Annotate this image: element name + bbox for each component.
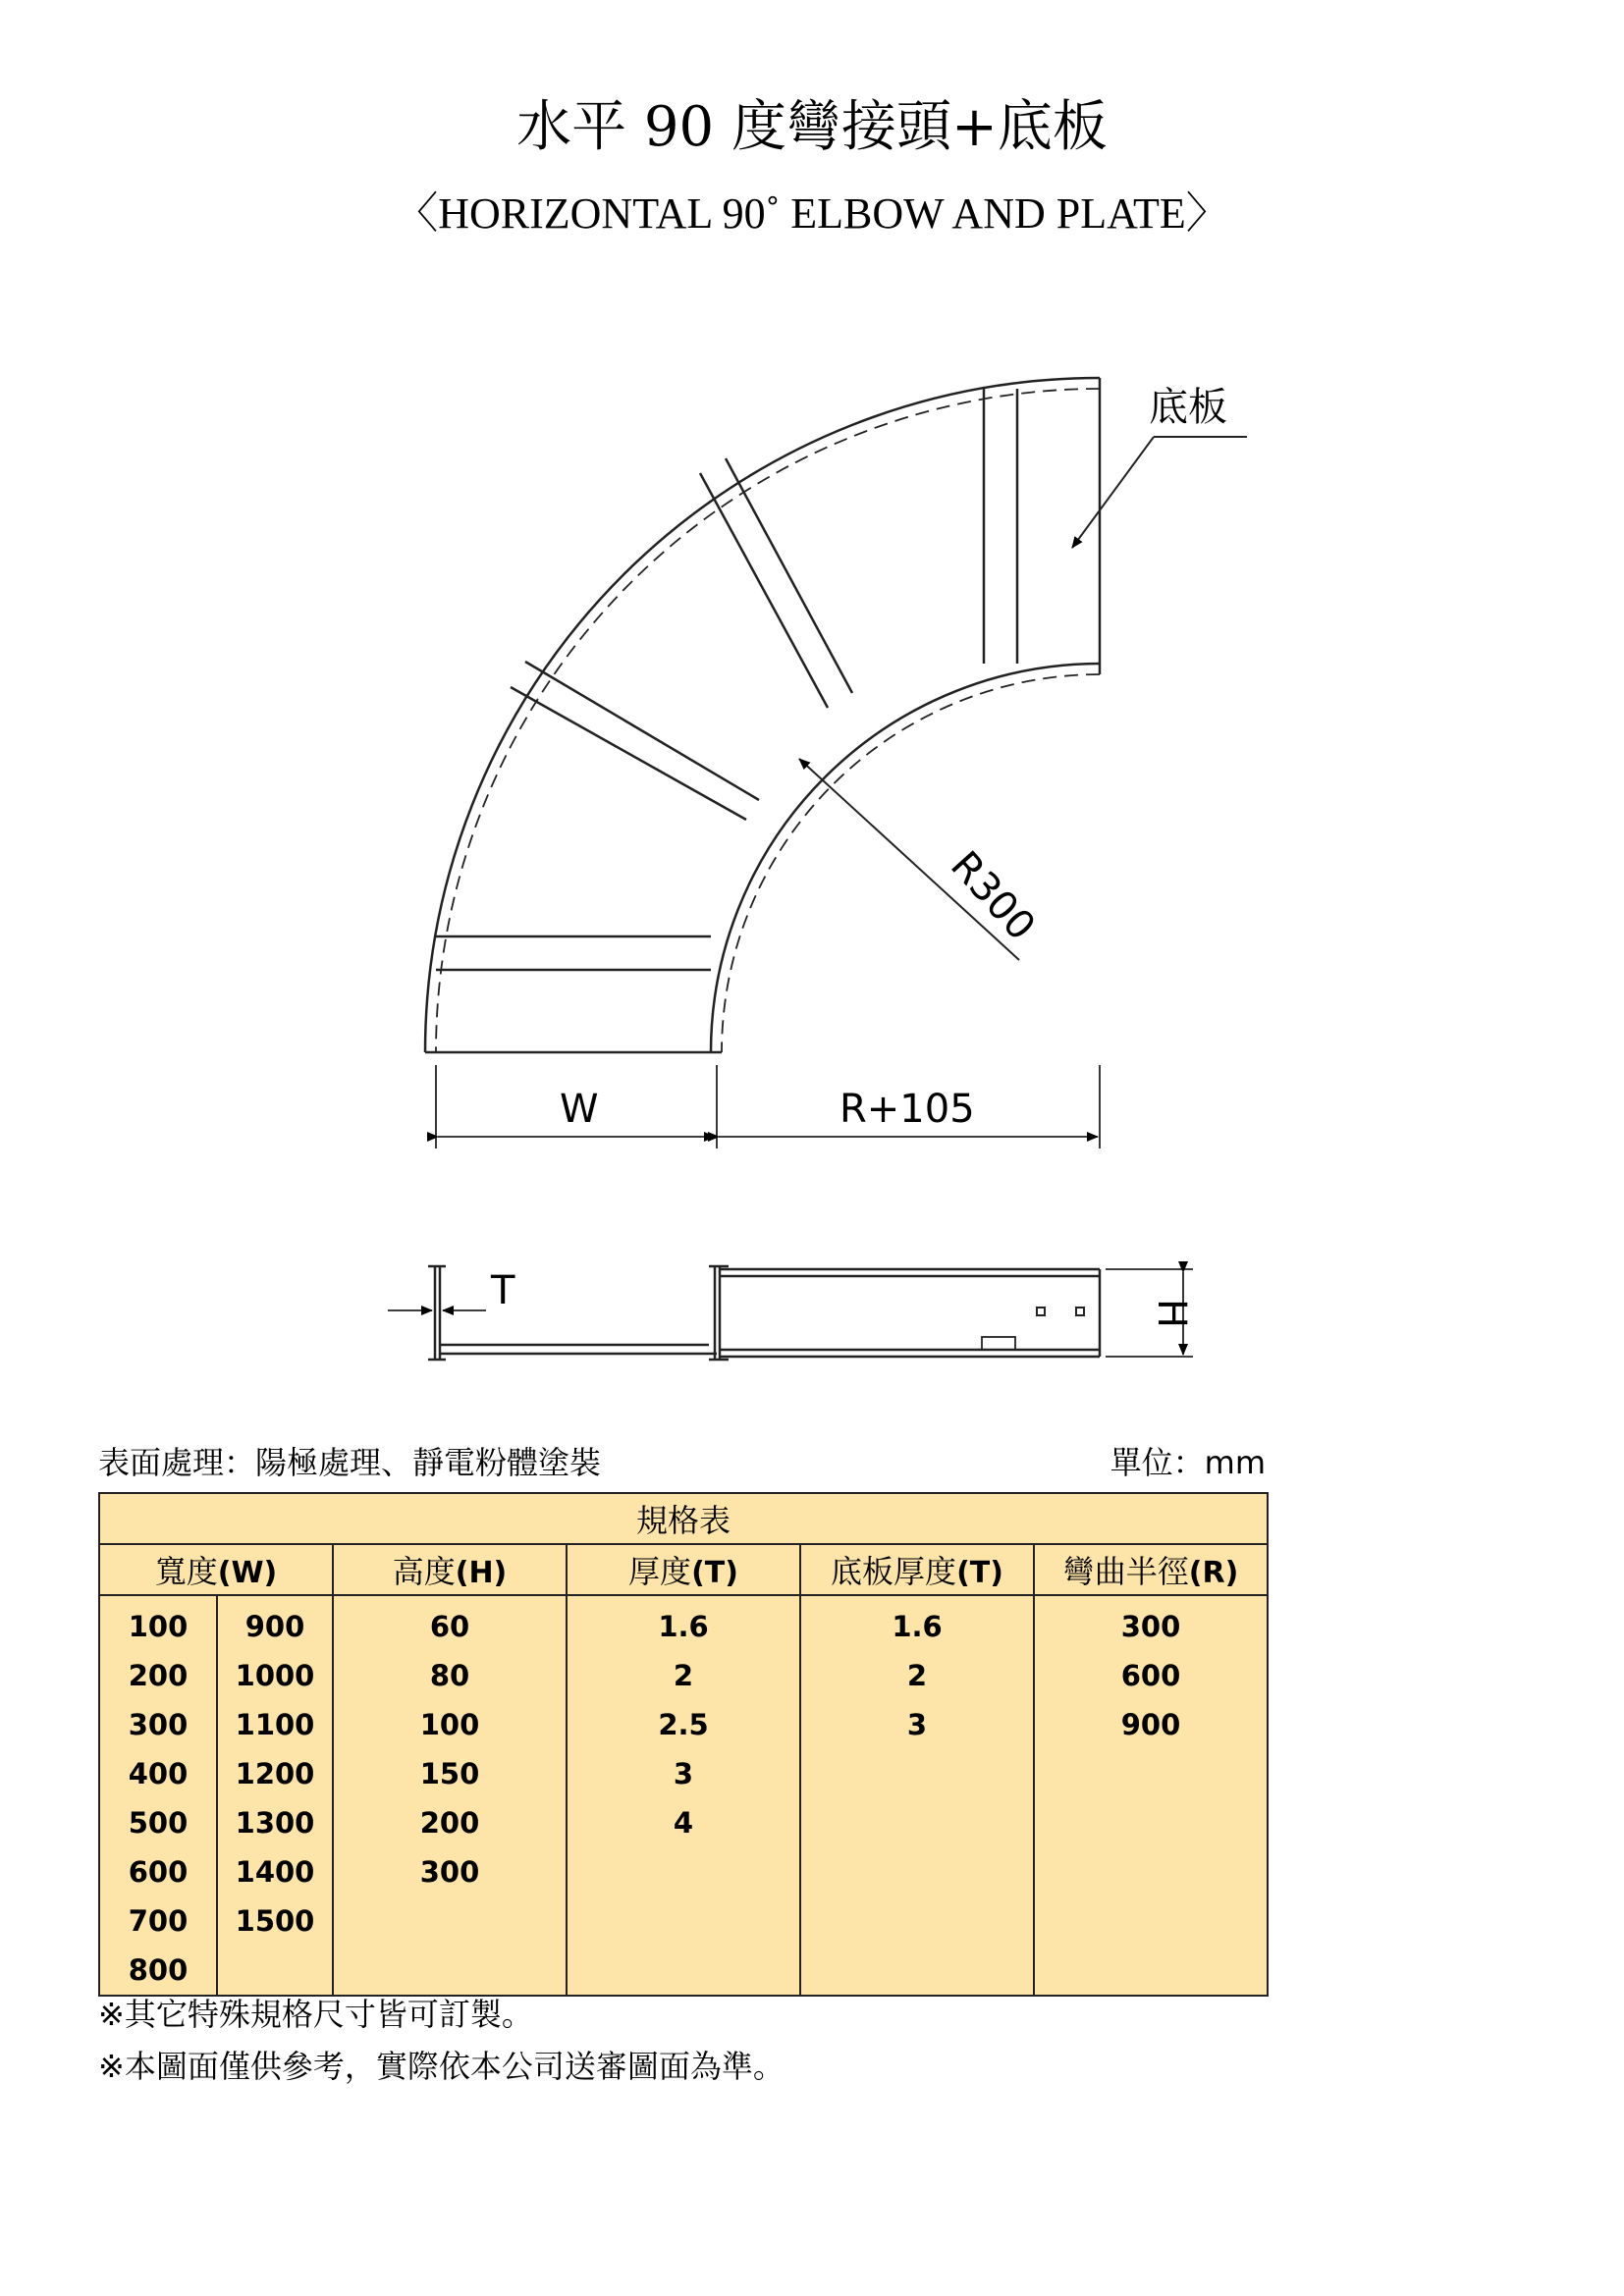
table-row: 600 1400 300: [99, 1847, 1268, 1896]
header-thickness: 厚度(T): [567, 1544, 800, 1595]
radius-label: R300: [942, 842, 1044, 949]
page-title: 水平 90 度彎接頭+底板: [516, 95, 1108, 159]
note-custom-sizes: ※其它特殊規格尺寸皆可訂製。: [98, 1996, 533, 2033]
table-row: 100 900 60 1.6 1.6 300: [99, 1595, 1268, 1651]
table-row: 200 1000 80 2 2 600: [99, 1651, 1268, 1700]
width-dimension-label: W: [560, 1087, 599, 1132]
table-row: 400 1200 150 3: [99, 1749, 1268, 1798]
height-label: H: [1149, 1299, 1194, 1329]
plate-leader-arrow: [1072, 437, 1154, 548]
header-bend-radius: 彎曲半徑(R): [1034, 1544, 1268, 1595]
page-subtitle: 〈HORIZONTAL 90˚ ELBOW AND PLATE〉: [395, 189, 1229, 238]
dimension-lines: [436, 1065, 1100, 1148]
plate-label: 底板: [1149, 385, 1227, 430]
note-reference-only: ※本圖面僅供參考，實際依本公司送審圖面為準。: [98, 2048, 785, 2085]
unit-label: 單位：mm: [1110, 1444, 1266, 1481]
elbow-top-view: [425, 378, 1100, 1052]
table-caption: 規格表: [99, 1493, 1268, 1544]
elbow-side-view: [428, 1266, 1100, 1360]
table-row: 800: [99, 1946, 1268, 1996]
spec-table: [98, 1492, 1269, 1997]
header-height: 高度(H): [333, 1544, 567, 1595]
table-row: 700 1500: [99, 1896, 1268, 1946]
table-row: 500 1300 200 4: [99, 1798, 1268, 1847]
offset-dimension-label: R+105: [839, 1087, 975, 1132]
table-row: 300 1100 100 2.5 3 900: [99, 1700, 1268, 1749]
header-width: 寬度(W): [99, 1544, 333, 1595]
surface-treatment: 表面處理：陽極處理、靜電粉體塗裝: [98, 1444, 602, 1481]
thickness-label: T: [491, 1268, 515, 1313]
header-plate-thickness: 底板厚度(T): [800, 1544, 1034, 1595]
